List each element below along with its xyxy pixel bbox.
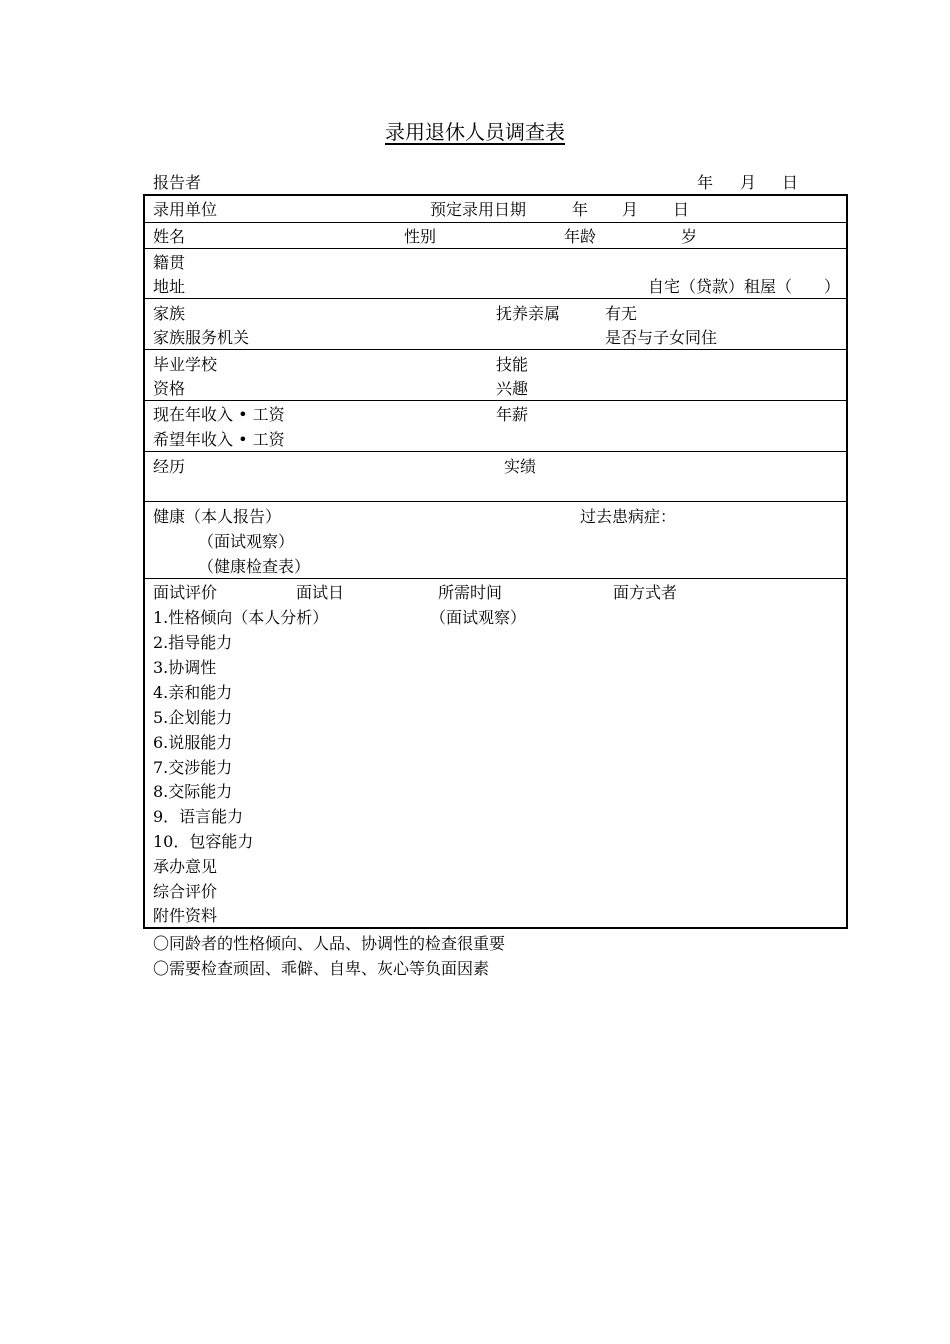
row-divider [145, 248, 846, 249]
health-checkup-label: （健康检查表） [198, 557, 311, 576]
family-employer-label: 家族服务机关 [153, 328, 250, 347]
handling-opinion-label: 承办意见 [153, 857, 218, 876]
skills-label: 技能 [496, 355, 529, 374]
header-day: 日 [782, 173, 799, 192]
row-divider [145, 451, 846, 452]
row-divider [145, 349, 846, 350]
current-income-label: 现在年收入 • 工资 [153, 405, 285, 424]
list-item: 7.交涉能力 [153, 758, 233, 777]
attachments-label: 附件资料 [153, 906, 218, 925]
row-divider [145, 501, 846, 502]
native-place-label: 籍贯 [153, 253, 186, 272]
school-label: 毕业学校 [153, 355, 218, 374]
interview-time-label: 所需时间 [438, 583, 503, 602]
list-item: 5.企划能力 [153, 708, 233, 727]
live-with-children-label: 是否与子女同住 [605, 328, 718, 347]
planned-year: 年 [572, 200, 589, 219]
note: 〇同龄者的性格倾向、人品、协调性的检查很重要 [153, 934, 506, 953]
header-month: 月 [740, 173, 757, 192]
planned-day: 日 [673, 200, 690, 219]
item1-note: （面试观察） [430, 608, 527, 627]
list-item: 10．包容能力 [153, 832, 254, 851]
employer-label: 录用单位 [153, 200, 218, 219]
row-divider [145, 400, 846, 401]
row-divider [145, 578, 846, 579]
page-title: 录用退休人员调查表 [385, 120, 565, 144]
row-divider [145, 298, 846, 299]
expected-income-label: 希望年收入 • 工资 [153, 430, 285, 449]
past-illness-label: 过去患病症： [580, 507, 677, 526]
housing-label: 自宅（贷款）租屋（ ） [648, 277, 841, 296]
age-unit: 岁 [681, 227, 698, 246]
note: 〇需要检查顽固、乖僻、自卑、灰心等负面因素 [153, 959, 490, 978]
list-item: 2.指导能力 [153, 633, 233, 652]
health-interview-label: （面试观察） [198, 532, 295, 551]
qualification-label: 资格 [153, 379, 186, 398]
achievements-label: 实绩 [504, 457, 537, 476]
annual-salary-label: 年薪 [496, 405, 529, 424]
overall-evaluation-label: 综合评价 [153, 882, 218, 901]
list-item: 9．语言能力 [153, 807, 244, 826]
interview-date-label: 面试日 [296, 583, 345, 602]
row-divider [145, 222, 846, 223]
experience-label: 经历 [153, 457, 186, 476]
name-label: 姓名 [153, 227, 186, 246]
list-item: 3.协调性 [153, 658, 217, 677]
reporter-label: 报告者 [153, 173, 202, 192]
interview-evaluation-label: 面试评价 [153, 583, 218, 602]
list-item: 6.说服能力 [153, 733, 233, 752]
list-item: 1.性格倾向（本人分析） [153, 608, 329, 627]
header-year: 年 [697, 173, 714, 192]
dependents-label: 抚养亲属 [496, 304, 561, 323]
address-label: 地址 [153, 277, 186, 296]
health-self-label: 健康（本人报告） [153, 507, 282, 526]
interviewer-label: 面方式者 [613, 583, 678, 602]
age-label: 年龄 [564, 227, 597, 246]
gender-label: 性别 [404, 227, 437, 246]
interests-label: 兴趣 [496, 379, 529, 398]
list-item: 8.交际能力 [153, 782, 233, 801]
dependents-has: 有无 [605, 304, 638, 323]
list-item: 4.亲和能力 [153, 683, 233, 702]
planned-date-label: 预定录用日期 [430, 200, 527, 219]
family-label: 家族 [153, 304, 186, 323]
planned-month: 月 [622, 200, 639, 219]
